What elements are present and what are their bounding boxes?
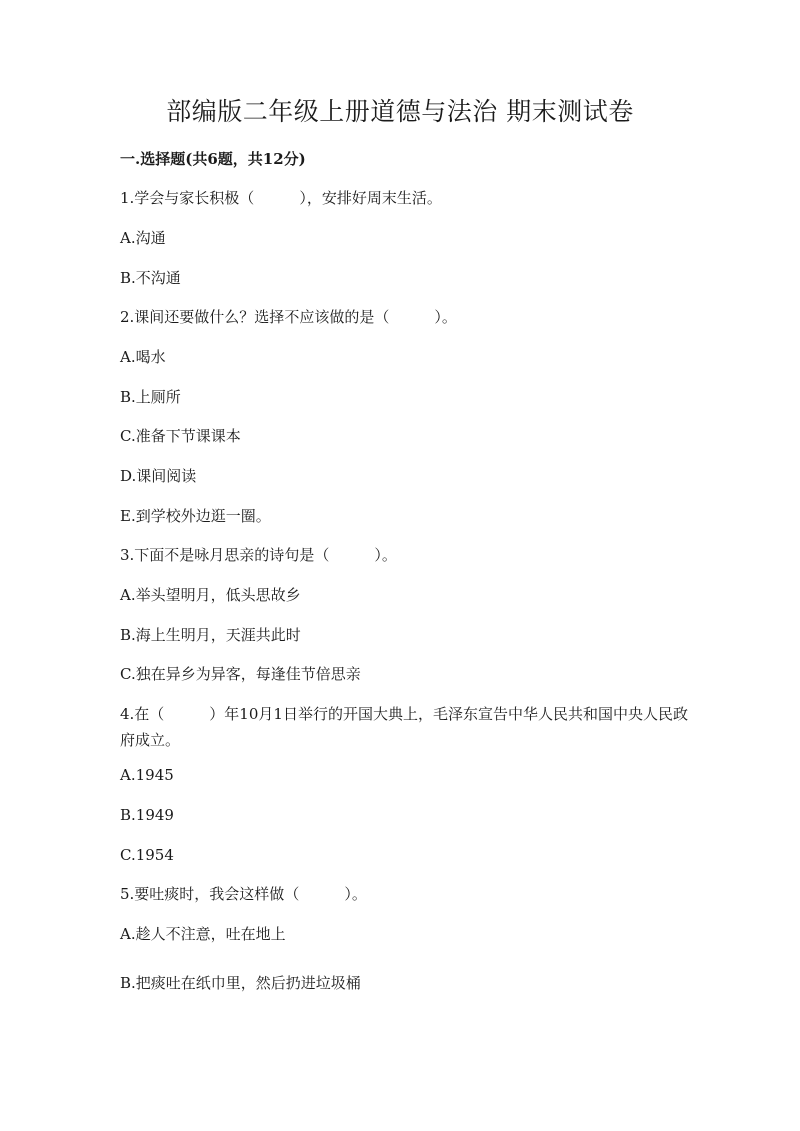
question-3-option-c: C.独在异乡为异客，每逢佳节倍思亲: [120, 665, 361, 683]
question-1-option-b: B.不沟通: [120, 269, 181, 287]
question-2-option-c: C.准备下节课课本: [120, 427, 241, 445]
question-3-option-b: B.海上生明月，天涯共此时: [120, 626, 301, 644]
question-4-option-c: C.1954: [120, 846, 174, 864]
question-2-option-b: B.上厕所: [120, 388, 181, 406]
question-2-option-e: E.到学校外边逛一圈。: [120, 507, 271, 525]
question-2-option-a: A.喝水: [120, 348, 166, 366]
question-5-stem: 5.要吐痰时，我会这样做（ ）。: [120, 885, 367, 903]
question-2-option-d: D.课间阅读: [120, 467, 197, 485]
section-heading: 一.选择题(共6题，共12分): [120, 150, 306, 168]
question-3-option-a: A.举头望明月，低头思故乡: [120, 586, 301, 604]
question-1-option-a: A.沟通: [120, 229, 166, 247]
question-4-stem: 4.在（ ）年10月1日举行的开国大典上，毛泽东宣告中华人民共和国中央人民政府成立。: [120, 705, 688, 749]
question-1-stem: 1.学会与家长积极（ ），安排好周末生活。: [120, 189, 442, 207]
question-5-option-b: B.把痰吐在纸巾里，然后扔进垃圾桶: [120, 974, 361, 992]
question-3-stem: 3.下面不是咏月思亲的诗句是（ ）。: [120, 546, 397, 564]
question-4-option-b: B.1949: [120, 806, 174, 824]
page-title: 部编版二年级上册道德与法治 期末测试卷: [166, 97, 634, 126]
question-4-option-a: A.1945: [120, 766, 174, 784]
question-5-option-a: A.趁人不注意，吐在地上: [120, 925, 286, 943]
question-2-stem: 2.课间还要做什么？选择不应该做的是（ ）。: [120, 308, 457, 326]
